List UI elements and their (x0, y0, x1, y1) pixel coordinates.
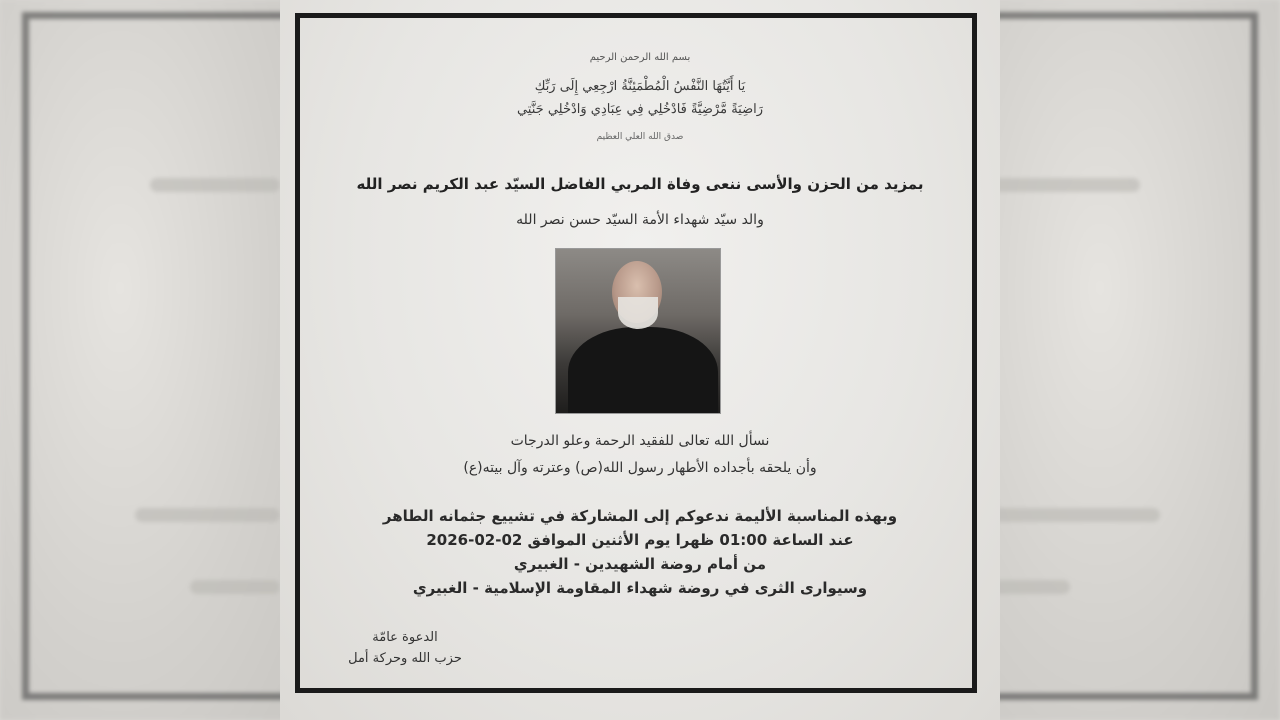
quran-verse-line-2: رَاضِيَةً مَّرْضِيَّةً فَادْخُلِي فِي عِبَادِي وَادْخُلِي جَنَّتِي (516, 102, 764, 117)
prayer-line-1: نسأل الله تعالى للفقيد الرحمة وعلو الدرجات (510, 433, 770, 449)
portrait-body (568, 327, 718, 414)
blurred-text-line (135, 508, 280, 522)
blurred-text-line (990, 178, 1140, 192)
blurred-background-left (0, 0, 300, 720)
sadaq-text: صدق الله العلي العظيم (596, 132, 684, 142)
announcement-line-2: والد سيّد شهداء الأمة السيّد حسن نصر الله (516, 212, 764, 228)
obituary-card (280, 0, 1000, 720)
basmala: بسم الله الرحمن الرحيم (589, 52, 691, 63)
invitation-line-3: من أمام روضة الشهيدين - الغبيري (513, 555, 767, 573)
invitation-line-2: عند الساعة 01:00 ظهرا يوم الأثنين الموافق 02-02-2026 (426, 531, 854, 549)
blurred-text-line (150, 178, 280, 192)
blurred-background-right (980, 0, 1280, 720)
invitation-line-1: وبهذه المناسبة الأليمة ندعوكم إلى المشاركة في تشييع جثمانه الطاهر (382, 507, 898, 525)
announcement-line-1: بمزيد من الحزن والأسى ننعى وفاة المربي الفاضل السيّد عبد الكريم نصر الله (356, 175, 924, 193)
signature-line-1: الدعوة عامّة (372, 630, 438, 645)
portrait-photo (555, 248, 721, 414)
invitation-line-4: وسيوارى الثرى في روضة شهداء المقاومة الإسلامية - الغبيري (412, 579, 868, 597)
blurred-text-line (990, 508, 1160, 522)
signature-line-2: حزب الله وحركة أمل (348, 651, 462, 666)
portrait-beard (618, 297, 658, 329)
quran-verse-line-1: يَا أَيَّتُهَا النَّفْسُ الْمُطْمَئِنَّةُ ارْجِعِي إِلَى رَبِّكِ (534, 79, 746, 94)
blurred-text-line (990, 580, 1070, 594)
blurred-text-line (190, 580, 280, 594)
prayer-line-2: وأن يلحقه بأجداده الأطهار رسول الله(ص) وعترته وآل بيته(ع) (463, 460, 817, 476)
